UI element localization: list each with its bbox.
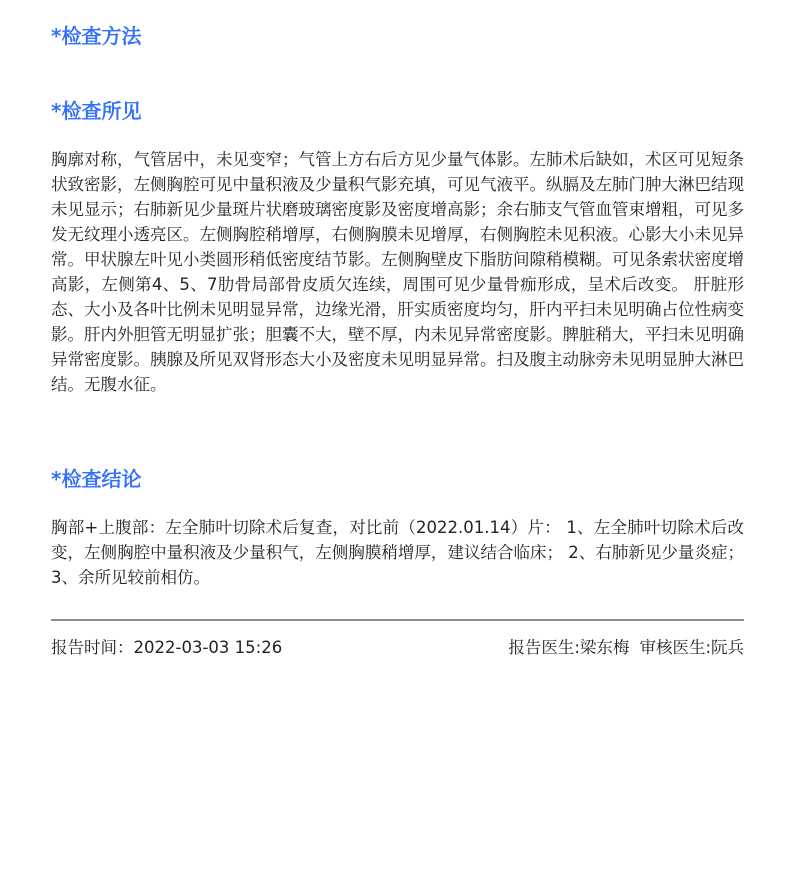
section-title-exam-method: *检查方法 [51,24,142,48]
report-time: 报告时间：2022-03-03 15:26 [51,638,283,657]
footer-divider [51,619,744,621]
report-footer [51,635,744,661]
section-body-exam-findings: 胸廓对称，气管居中，未见变窄；气管上方右后方见少量气体影。左肺术后缺如，术区可见短条状致密影，左侧胸腔可见中量积液及少量积气影充填，可见气液平。纵膈及左肺门肿大淋巴结现未见显示；右肺新见少量斑片状磨玻璃密度影及密度增高影；余右肺支气管血管束增粗，可见多发无纹理小透亮区。左侧胸腔稍增厚，右侧胸膜未见增厚，右侧胸腔未见积液。心影大小未见异常。甲状腺左叶见小类圆形稍低密度结节影。左侧胸壁皮下脂肪间隙稍模糊。可见条索状密度增高影，左侧第4、5、7肋骨局部骨皮质欠连续，周围可见少量骨痂形成，呈术后改变。 肝脏形态、大小及各叶比例未见明显异常，边缘光滑，肝实质密度均匀，肝内平扫未见明确占位性病变影。肝内外胆管无明显扩张；胆囊不大，壁不厚，内未见异常密度影。脾脏稍大，平扫未见明确异常密度影。胰腺及所见双肾形态大小及密度未见明显异常。扫及腹主动脉旁未见明显肿大淋巴结。无腹水征。 [51,150,744,394]
section-title-exam-conclusion: *检查结论 [51,467,142,491]
review-doctor: 审核医生:阮兵 [639,638,744,657]
report-doctor: 报告医生:梁东梅 [508,638,630,657]
section-title-exam-findings: *检查所见 [51,99,142,123]
section-body-exam-conclusion: 胸部+上腹部：左全肺叶切除术后复查，对比前（2022.01.14）片： 1、左全肺叶切除术后改变，左侧胸腔中量积液及少量积气，左侧胸膜稍增厚，建议结合临床； 2、右肺新见少量炎症； 3、余所见较前相仿。 [51,518,744,587]
